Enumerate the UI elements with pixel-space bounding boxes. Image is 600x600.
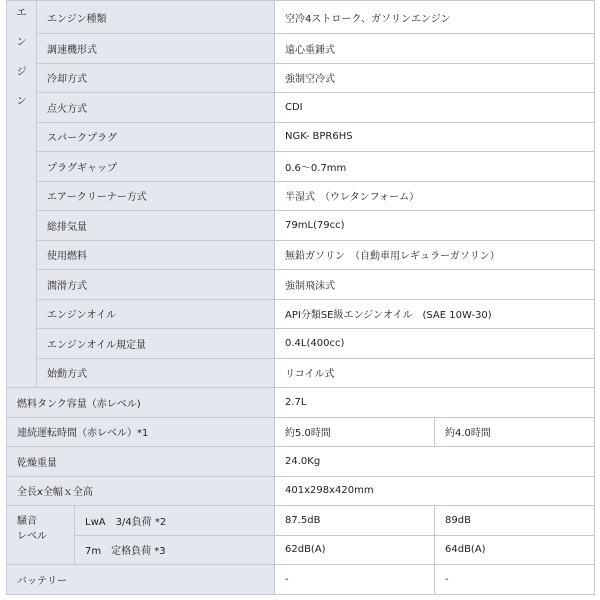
row-value: 空冷4ストローク、ガソリンエンジン bbox=[275, 1, 595, 34]
noise-row-value-b: 64dB(A) bbox=[435, 535, 595, 565]
table-row bbox=[7, 358, 595, 388]
row-value: NGK- BPR6HS bbox=[275, 122, 595, 152]
row-value: 半湿式 （ウレタンフォーム） bbox=[275, 181, 595, 211]
table-row bbox=[7, 476, 595, 506]
table-row bbox=[7, 122, 595, 152]
fuel-tank-value: 2.7L bbox=[275, 388, 595, 418]
table-row bbox=[7, 506, 595, 536]
dry-weight-value: 24.0Kg bbox=[275, 447, 595, 477]
row-label: エアークリーナー方式 bbox=[37, 181, 275, 211]
dimensions-value: 401x298x420mm bbox=[275, 476, 595, 506]
table-row bbox=[7, 93, 595, 123]
table-row bbox=[7, 34, 595, 64]
noise-group-line1: 騒音 bbox=[17, 516, 37, 527]
engine-group-char: ン bbox=[16, 37, 27, 49]
row-value: 79mL(79cc) bbox=[275, 211, 595, 241]
row-label: プラグギャップ bbox=[37, 152, 275, 182]
row-label: 調速機形式 bbox=[37, 34, 275, 64]
row-value: 0.4L(400cc) bbox=[275, 329, 595, 359]
row-label: 総排気量 bbox=[37, 211, 275, 241]
battery-value-b: - bbox=[435, 565, 595, 595]
table-row bbox=[7, 388, 595, 418]
table-row bbox=[7, 211, 595, 241]
row-value: CDI bbox=[275, 93, 595, 123]
row-label: 潤滑方式 bbox=[37, 270, 275, 300]
engine-group-char: ジ bbox=[16, 66, 27, 78]
row-label: エンジン種類 bbox=[37, 1, 275, 34]
battery-label: バッテリー bbox=[7, 565, 275, 595]
row-value: リコイル式 bbox=[275, 358, 595, 388]
row-label: 使用燃料 bbox=[37, 240, 275, 270]
noise-row-value-a: 87.5dB bbox=[275, 506, 435, 536]
engine-group-char: ン bbox=[16, 96, 27, 108]
row-label: エンジンオイル規定量 bbox=[37, 329, 275, 359]
row-value: 強制飛沫式 bbox=[275, 270, 595, 300]
table-row bbox=[7, 63, 595, 93]
table-row bbox=[7, 1, 595, 34]
noise-row-value-a: 62dB(A) bbox=[275, 535, 435, 565]
continuous-run-value-a: 約5.0時間 bbox=[275, 417, 435, 447]
engine-group-char: エ bbox=[16, 8, 27, 19]
row-label: スパークプラグ bbox=[37, 122, 275, 152]
table-row bbox=[7, 152, 595, 182]
noise-row-label: 7m 定格負荷 *3 bbox=[75, 535, 275, 565]
spec-table bbox=[6, 0, 595, 595]
battery-value-a: - bbox=[275, 565, 435, 595]
noise-row-value-b: 89dB bbox=[435, 506, 595, 536]
row-value: 強制空冷式 bbox=[275, 63, 595, 93]
noise-group-cell bbox=[7, 506, 75, 565]
engine-group-cell bbox=[7, 1, 37, 388]
fuel-tank-label: 燃料タンク容量（赤レベル) bbox=[7, 388, 275, 418]
table-row bbox=[7, 417, 595, 447]
row-value: 遠心重錘式 bbox=[275, 34, 595, 64]
row-label: エンジンオイル bbox=[37, 299, 275, 329]
table-row bbox=[7, 329, 595, 359]
row-label: 始動方式 bbox=[37, 358, 275, 388]
row-value: 0.6～0.7mm bbox=[275, 152, 595, 182]
row-value: 無鉛ガソリン （自動車用レギュラーガソリン） bbox=[275, 240, 595, 270]
table-row bbox=[7, 535, 595, 565]
table-row bbox=[7, 240, 595, 270]
table-row bbox=[7, 299, 595, 329]
continuous-run-value-b: 約4.0時間 bbox=[435, 417, 595, 447]
dry-weight-label: 乾燥重量 bbox=[7, 447, 275, 477]
table-row bbox=[7, 181, 595, 211]
table-row bbox=[7, 565, 595, 595]
table-row bbox=[7, 270, 595, 300]
dimensions-label: 全長x全幅ｘ全高 bbox=[7, 476, 275, 506]
table-row bbox=[7, 447, 595, 477]
row-label: 点火方式 bbox=[37, 93, 275, 123]
noise-row-label: LwA 3/4負荷 *2 bbox=[75, 506, 275, 536]
row-label: 冷却方式 bbox=[37, 63, 275, 93]
noise-group-line2: レベル bbox=[17, 531, 47, 542]
continuous-run-label: 連続運転時間（赤レベル）*1 bbox=[7, 417, 275, 447]
row-value: API分類SE級エンジンオイル (SAE 10W-30) bbox=[275, 299, 595, 329]
